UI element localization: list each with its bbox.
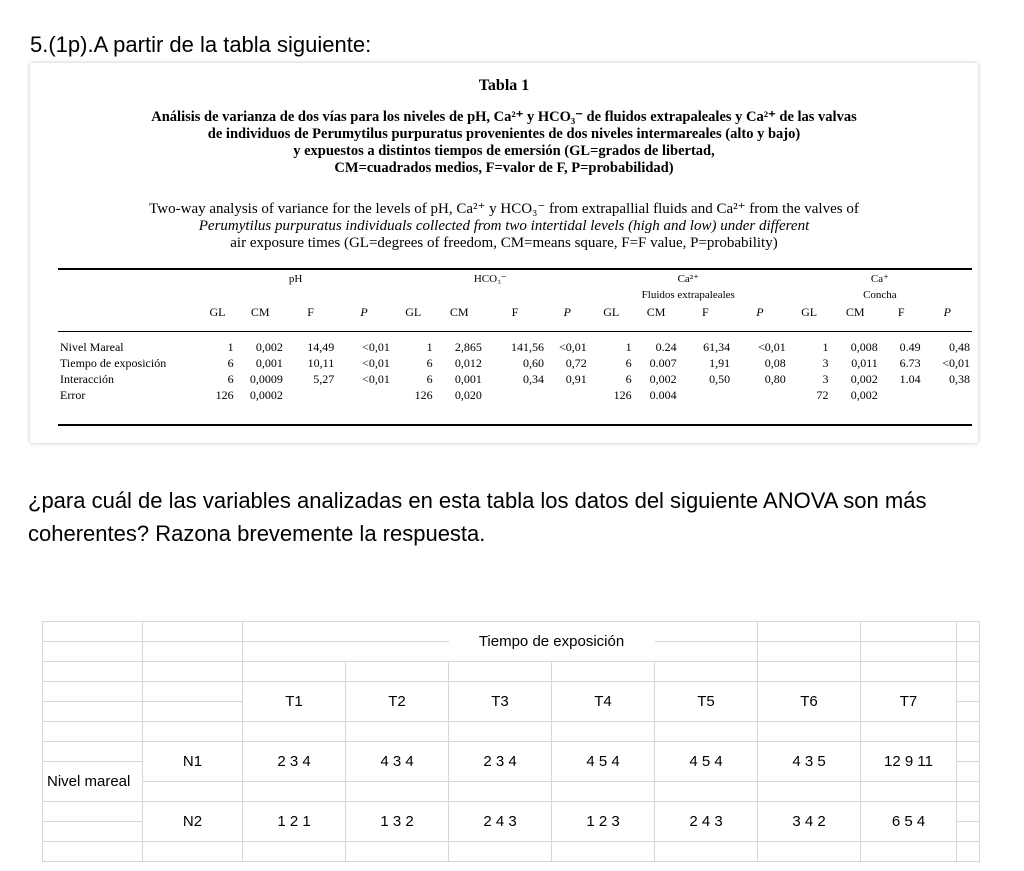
spanish-caption [50,109,958,177]
table-cell: <0,01 [942,356,970,370]
col-header: P [360,305,368,319]
group-subheader-fluid: Fluidos extrapaleales [641,289,735,301]
caption-line: Two-way analysis of variance for the levels of pH, Ca²⁺ y HCO₃⁻ from extrapallial fluids and Ca²⁺ from the valves of [149,201,859,217]
col-header: GL [603,305,620,319]
table-row [58,371,972,387]
table-cell: 61,34 [703,340,731,354]
table-bottom-rule [58,424,972,426]
group-header-hco3: HCO₃⁻ [473,273,507,285]
col-header: GL [209,305,226,319]
table-cell: 0,50 [709,372,731,386]
table-cell: 0,001 [454,372,482,386]
row-label: Tiempo de exposición [60,356,167,370]
table-cell: 6 [227,372,234,386]
group-header-ca-fluid: Ca²⁺ [677,273,699,285]
table-cell: 0,0002 [249,388,283,402]
table-cell: 2,865 [454,340,482,354]
column-header-row [58,303,972,321]
table-cell: 0,002 [255,340,283,354]
table-cell: 0,34 [522,372,544,386]
table-cell: 0,002 [850,372,878,386]
col-header: F [702,305,709,319]
table-cell: 0,80 [764,372,786,386]
col-header: P [943,305,951,319]
table-cell: 10,11 [307,356,335,370]
table-cell [546,387,589,403]
table-cell: 0,38 [949,372,970,386]
time-header-t7: T7 [861,682,957,722]
grid-cell-n1-t3: 2 3 4 [449,742,552,782]
col-header: GL [405,305,422,319]
table-cell: <0,01 [362,340,390,354]
caption-line: de individuos de Perumytilus purpuratus provenientes de dos niveles intermareales (alto y bajo) [207,126,801,142]
table-cell: 5,27 [313,372,335,386]
table-cell: 1 [426,340,433,354]
row-label: Error [60,388,86,402]
grid-cell-n2-t3: 2 4 3 [449,802,552,842]
col-header: F [307,305,314,319]
table-cell: 0,020 [454,388,482,402]
table-cell: 6 [625,356,632,370]
table-cell: 6.73 [899,356,921,370]
group-header-ca-shell: Ca⁺ [870,273,889,285]
table-1-image [30,63,978,443]
col-header: CM [250,305,270,319]
table-cell: 6 [426,372,433,386]
question-2: ¿para cuál de las variables analizadas en esta tabla los datos del siguiente ANOVA son más coherentes? Razona brevemente la respuesta. [28,488,927,546]
table-cell [679,387,733,403]
col-header: CM [646,305,666,319]
row-label: Nivel Mareal [60,340,124,354]
grid-cell-n2-t4: 1 2 3 [552,802,655,842]
group-header-ph: pH [288,273,303,285]
grid-cell-n2-t5: 2 4 3 [655,802,758,842]
table-cell: 72 [816,388,829,402]
table-cell: 0,48 [949,340,970,354]
factor-label-nivel-mareal: Nivel mareal [43,762,143,802]
table-cell: 1 [822,340,829,354]
table-cell: 0,60 [522,356,544,370]
table-cell: <0,01 [362,356,390,370]
table-cell: 1.04 [899,372,921,386]
table-cell [923,387,972,403]
english-caption [50,201,958,252]
time-header-t2: T2 [346,682,449,722]
table-cell: 1 [625,340,632,354]
caption-line: Análisis de varianza de dos vías para los niveles de pH, Ca²⁺ y HCO₃⁻ de fluidos extrapaleales y Ca²⁺ de las valvas [151,109,857,125]
table-cell: 0.24 [655,340,677,354]
caption-line: air exposure times (GL=degrees of freedom, CM=means square, F=F value, P=probability) [230,235,778,251]
table-cell [336,387,392,403]
table-cell: 0.49 [899,340,921,354]
col-header: F [897,305,905,319]
table-cell: 141,56 [510,340,544,354]
table-row [58,355,972,371]
grid-cell-n1-t7: 12 9 11 [861,742,957,782]
table-cell: <0,01 [558,340,587,354]
grid-cell-n1-t4: 4 5 4 [552,742,655,782]
table-cell: 126 [215,388,234,402]
table-cell: 6 [625,372,632,386]
anova-table [58,271,972,403]
table-cell: 0,72 [565,356,587,370]
table-cell: 0,011 [851,356,878,370]
table-cell: 126 [414,388,433,402]
grid-cell-n1-t5: 4 5 4 [655,742,758,782]
table-cell: 0,012 [454,356,482,370]
time-header-t3: T3 [449,682,552,722]
table-cell: <0,01 [757,340,786,354]
grid-cell-n2-t7: 6 5 4 [861,802,957,842]
grid-header-exposure-time: Tiempo de exposición [449,622,655,662]
anova-data-grid [42,621,980,862]
table-cell: 0,001 [255,356,283,370]
level-label-n2: N2 [143,802,243,842]
time-header-t5: T5 [655,682,758,722]
col-header: F [511,305,519,319]
group-subheader-shell: Concha [863,289,897,301]
table-cell: 6 [426,356,433,370]
table-row [58,387,972,403]
table-cell: 0,08 [764,356,786,370]
row-label: Interacción [60,372,114,386]
table-cell: 14,49 [307,340,335,354]
grid-cell-n1-t2: 4 3 4 [346,742,449,782]
table-cell: 1,91 [709,356,731,370]
table-cell: 0,002 [850,388,878,402]
table-cell: 6 [227,356,234,370]
time-header-t1: T1 [243,682,346,722]
table-cell: 3 [822,372,829,386]
table-cell [484,387,546,403]
grid-cell-n1-t1: 2 3 4 [243,742,346,782]
time-header-t4: T4 [552,682,655,722]
grid-cell-n1-t6: 4 3 5 [758,742,861,782]
table-cell: <0,01 [362,372,390,386]
time-header-t6: T6 [758,682,861,722]
table-cell: 0,008 [850,340,878,354]
table-cell [732,387,788,403]
col-header: P [563,305,571,319]
level-label-n1: N1 [143,742,243,782]
grid-cell-n2-t6: 3 4 2 [758,802,861,842]
table-cell [285,387,336,403]
caption-line: CM=cuadrados medios, F=valor de F, P=probabilidad) [334,160,674,176]
table-top-rule [58,268,972,270]
table-cell: 0,91 [565,372,587,386]
table-cell: 3 [822,356,829,370]
col-header: GL [801,305,818,319]
table-title: Tabla 1 [478,77,530,94]
table-row [58,339,972,355]
table-cell [880,387,923,403]
table-cell: 0.007 [649,356,677,370]
grid-cell-n2-t2: 1 3 2 [346,802,449,842]
table-cell: 1 [227,340,234,354]
caption-line: Perumytilus purpuratus individuals collected from two intertidal levels (high and low) under different [198,218,810,234]
table-cell: 0,0009 [249,372,283,386]
table-cell: 0.004 [649,388,677,402]
table-cell: 0,002 [649,372,677,386]
question-1: 5.(1p).A partir de la tabla siguiente: [30,32,372,57]
caption-line: y expuestos a distintos tiempos de emersión (GL=grados de libertad, [293,143,715,159]
col-header: CM [845,305,865,319]
grid-cell-n2-t1: 1 2 1 [243,802,346,842]
col-header: CM [449,305,469,319]
table-cell: 126 [613,388,632,402]
col-header: P [756,305,764,319]
